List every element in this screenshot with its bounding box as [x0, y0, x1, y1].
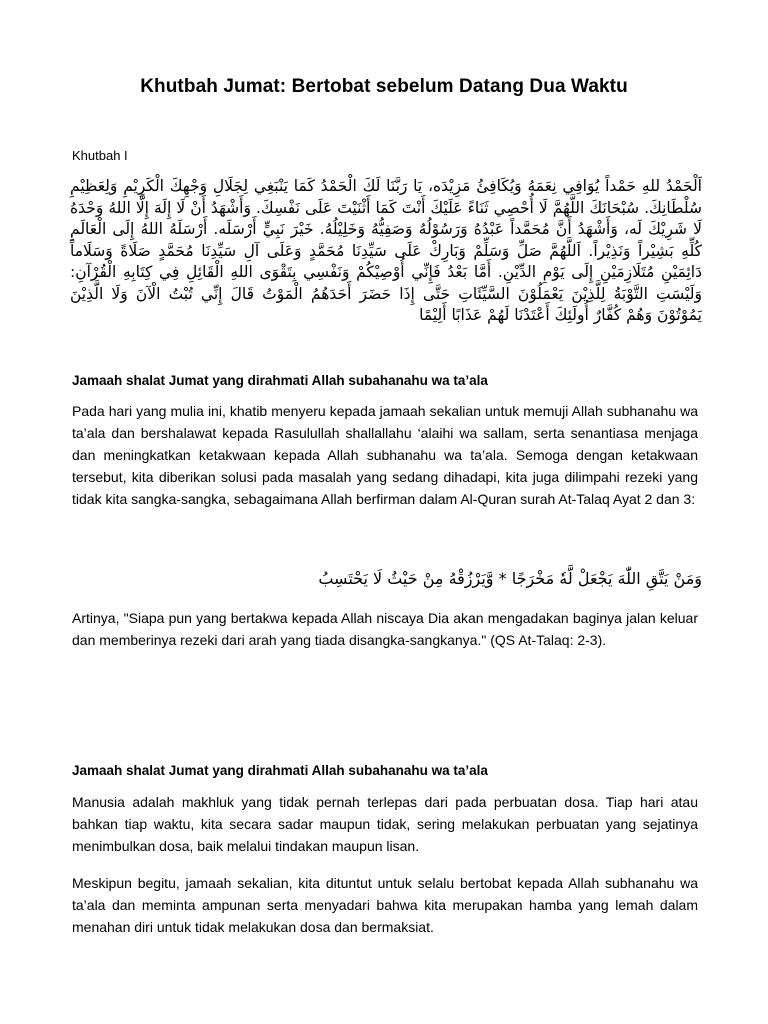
section-2-paragraph-2: Meskipun begitu, jamaah sekalian, kita dituntut untuk selalu bertobat kepada Allah subhanahu wa ta’ala dan meminta ampunan serta menyadari bahwa kita merupakan hamba yang lemah dalam menahan diri untuk tidak melakukan dosa dan bermaksiat. — [72, 875, 698, 935]
section-heading-1: Jamaah shalat Jumat yang dirahmati Allah subahanahu wa ta’ala — [72, 373, 488, 388]
quran-verse-arabic: وَمَنْ يَتَّقِ اللّٰهَ يَجْعَلْ لَّهٗ مَخْرَجًا * وَّيَرْزُقْهُ مِنْ حَيْثُ لَا يَحْتَسِبُ — [318, 569, 702, 588]
document-title: Khutbah Jumat: Bertobat sebelum Datang Dua Waktu — [140, 76, 628, 97]
arabic-opening-text: اَلْحَمْدُ للهِ حَمْداً يُوَافِي نِعَمَهُ وَيُكَافِئُ مَزِيْدَه، يَا رَبَّنَا لَكَ الْحَمْدُ كَمَا يَنْبَغِي لِجَلَالِ وَجْهِكَ الْكَرِيْمِ وَلِعَظِيْمِ سُلْطَانِكَ. سُبْحَانَكَ اللَّهُمَّ لَا أُحْصِي ثَنَاءً عَلَيْكَ أَنْتَ كَمَا أَثْنَيْتَ عَلَى نَفْسِكَ. وَأَشْهَدُ أَنْ لَا إِلَهَ إِلَّا اللهُ وَحْدَهُ لَا شَرِيْكَ لَه، وَأَشْهَدُ أَنَّ مُحَمَّداً عَبْدُهُ وَرَسُوْلُهُ وَصَفِيُّهُ وَخَلِيْلُهُ. خَيْرَ نَبِيٍّ أَرْسَلَه. أَرْسَلَهُ اللهُ إِلَى الْعَالَمِ كُلِّهِ بَشِيْراً وَنَذِيْراً. اَللَّهُمَّ صَلِّ وَسَلِّمْ وَبَارِكْ عَلَى سَيِّدِنَا مُحَمَّدٍ وَعَلَى آلِ سَيِّدِنَا مُحَمَّدٍ صَلَاةً وَسَلَاماً دَائِمَيْنِ مُتَلَازِمَيْنِ إِلَى يَوْمِ الدِّيْنِ. أَمَّا بَعْدُ فَإِنِّي أُوْصِيْكُمْ وَنَفْسِي بِتَقْوَى اللهِ الْقَائِلِ فِي كِتَابِهِ الْقُرْآنِ: وَلَيْسَتِ التَّوْبَةُ لِلَّذِيْنَ يَعْمَلُوْنَ السَّيِّئَاتِ حَتَّى إِذَا حَضَرَ أَحَدَهُمُ الْمَوْتُ قَالَ إِنِّي تُبْتُ الْآنَ وَلَا الَّذِيْنَ يَمُوْتُوْنَ وَهُمْ كُفَّارٌ أُولَئِكَ أَعْتَدْنَا لَهُمْ عَذَابًا أَلِيْمًا — [70, 177, 702, 324]
section-2-paragraph-1: Manusia adalah makhluk yang tidak pernah terlepas dari pada perbuatan dosa. Tiap hari atau bahkan tiap waktu, kita secara sadar maupun tidak, sering melakukan perbuatan yang sejatinya menimbulkan dosa, baik melalui tindakan maupun lisan. — [72, 794, 698, 854]
section-heading-2: Jamaah shalat Jumat yang dirahmati Allah subahanahu wa ta’ala — [72, 763, 488, 778]
section-1-paragraph: Pada hari yang mulia ini, khatib menyeru kepada jamaah sekalian untuk memuji Allah subhanahu wa ta’ala dan bershalawat kepada Rasulullah shallallahu ‘alaihi wa sallam, serta senantiasa menjaga dan meningkatkan ketakwaan kepada Allah subhanahu wa ta’ala. Semoga dengan ketakwaan tersebut, kita diberikan solusi pada masalah yang sedang dihadapi, kita juga dilimpahi rezeki yang tidak kita sangka-sangka, sebagaimana Allah berfirman dalam Al-Quran surah At-Talaq Ayat 2 dan 3: — [72, 403, 698, 507]
verse-translation: Artinya, "Siapa pun yang bertakwa kepada Allah niscaya Dia akan mengadakan baginya jalan keluar dan memberinya rezeki dari arah yang tiada disangka-sangkanya." (QS At-Talaq: 2-3). — [72, 610, 698, 648]
khutbah-label: Khutbah I — [72, 148, 128, 163]
